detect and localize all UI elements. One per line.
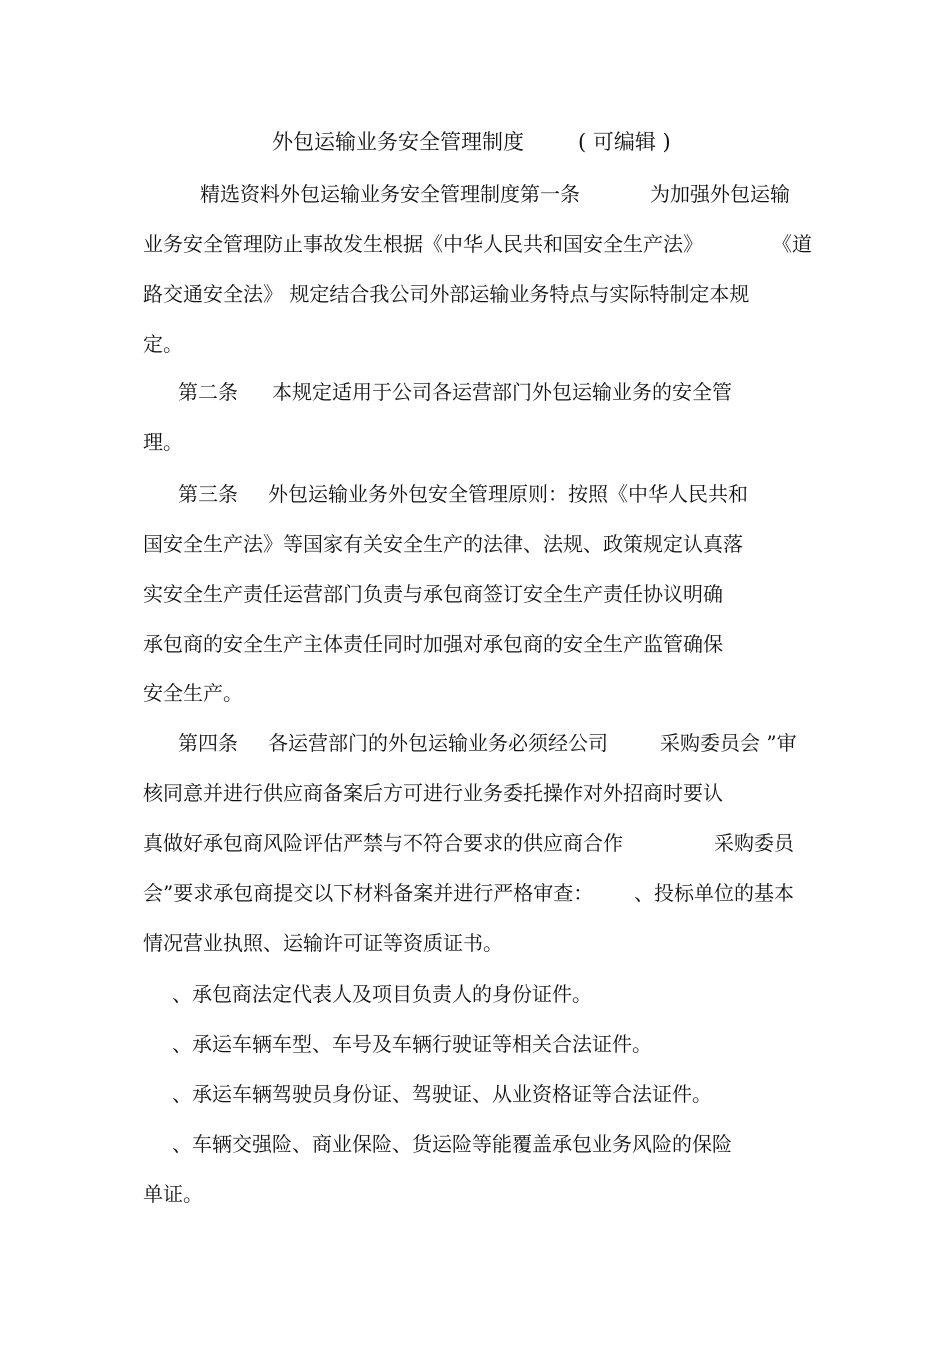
paragraph-line: 业务安全管理防止事故发生根据《中华人民共和国安全生产法》 [143, 232, 703, 256]
list-item: 、承运车辆车型、车号及车辆行驶证等相关合法证件。 [172, 1032, 652, 1056]
document-title: 外包运输业务安全管理制度 [272, 130, 524, 154]
document-title-suffix: ( 可编辑 ) [578, 130, 671, 154]
paragraph-line: 核同意并进行供应商备案后方可进行业务委托操作对外招商时要认 [143, 781, 723, 805]
list-item: 、承运车辆驾驶员身份证、驾驶证、从业资格证等合法证件。 [172, 1082, 712, 1106]
paragraph-line: 国安全生产法》等国家有关安全生产的法律、法规、政策规定认真落 [143, 532, 743, 556]
article-label: 第三条 [178, 482, 238, 506]
article-label: 第四条 [178, 731, 238, 755]
paragraph-line: 路交通安全法》 规定结合我公司外部运输业务特点与实际特制定本规 [143, 282, 750, 306]
paragraph-line: 精选资料外包运输业务安全管理制度第一条 [200, 182, 580, 206]
paragraph-line: 各运营部门的外包运输业务必须经公司 [268, 731, 608, 755]
article-label: 第二条 [178, 380, 238, 404]
paragraph-line: 理。 [143, 430, 183, 454]
paragraph-line: 承包商的安全生产主体责任同时加强对承包商的安全生产监管确保 [143, 632, 723, 656]
paragraph-line: 实安全生产责任运营部门负责与承包商签订安全生产责任协议明确 [143, 582, 723, 606]
paragraph-line: 会”要求承包商提交以下材料备案并进行严格审查： [143, 881, 594, 905]
paragraph-line: 单证。 [143, 1182, 203, 1206]
paragraph-line: 采购委员会 ”审 [660, 731, 797, 755]
list-item: 、车辆交强险、商业保险、货运险等能覆盖承包业务风险的保险 [172, 1132, 732, 1156]
list-item: 、承包商法定代表人及项目负责人的身份证件。 [172, 982, 592, 1006]
paragraph-line: 真做好承包商风险评估严禁与不符合要求的供应商合作 [143, 831, 623, 855]
paragraph-line: 外包运输业务外包安全管理原则：按照《中华人民共和 [268, 482, 748, 506]
paragraph-line: 为加强外包运输 [650, 182, 790, 206]
paragraph-line: 采购委员 [714, 831, 794, 855]
paragraph-line: 、投标单位的基本 [634, 881, 794, 905]
paragraph-line: 定。 [143, 332, 183, 356]
paragraph-line: 《道 [772, 232, 812, 256]
paragraph-line: 安全生产。 [143, 681, 243, 705]
paragraph-line: 情况营业执照、运输许可证等资质证书。 [143, 931, 503, 955]
paragraph-line: 本规定适用于公司各运营部门外包运输业务的安全管 [272, 380, 732, 404]
